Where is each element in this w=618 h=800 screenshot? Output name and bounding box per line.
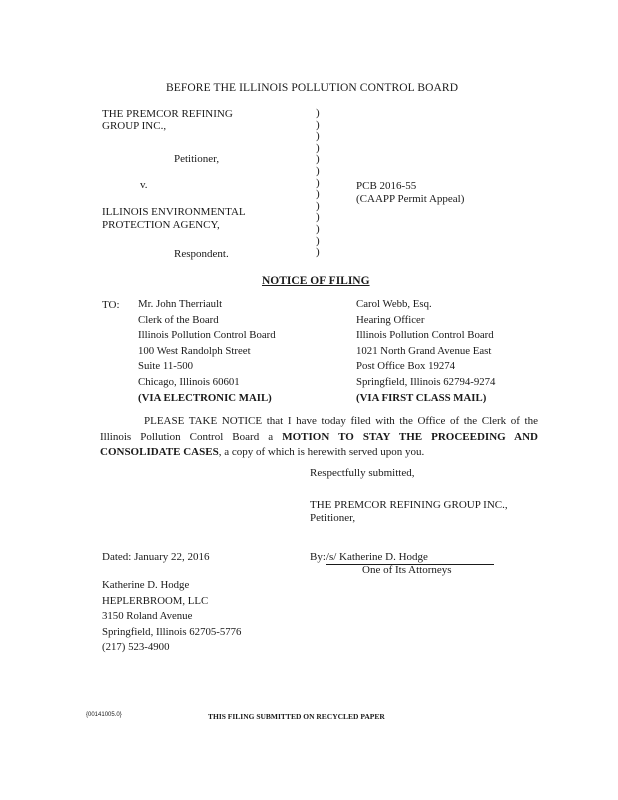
delivery-method: (VIA ELECTRONIC MAIL) [138,391,272,404]
recipient-line: Springfield, Illinois 62794-9274 [356,375,496,388]
recipient-line: Post Office Box 19274 [356,360,456,373]
delivery-method: (VIA FIRST CLASS MAIL) [356,391,487,404]
dated: Dated: January 22, 2016 [102,551,210,563]
attorney-line: Springfield, Illinois 62705-5776 [102,625,242,638]
recipient-line: Chicago, Illinois 60601 [138,375,240,388]
respondent-role: Respondent. [174,248,229,260]
case-number: PCB 2016-55 [356,180,417,192]
case-type: (CAAPP Permit Appeal) [356,193,465,205]
recycled-paper-notice: THIS FILING SUBMITTED ON RECYCLED PAPER [208,712,385,721]
court-header: BEFORE THE ILLINOIS POLLUTION CONTROL BOARD [166,82,459,94]
recipient-line: Illinois Pollution Control Board [356,329,494,342]
respondent-name-line2: PROTECTION AGENCY, [102,219,220,231]
document-id: {00141005.0} [86,712,122,718]
by-label: By: [310,551,326,563]
recipient-hearing-officer [356,297,495,406]
caption-parentheses: ) ) ) ) ) ) ) ) ) ) ) ) ) [316,107,320,259]
petitioner-name-line1: THE PREMCOR REFINING [102,108,233,120]
petitioner-name-line2: GROUP INC., [102,120,167,132]
closing-company: THE PREMCOR REFINING GROUP INC., [310,499,508,511]
notice-title: NOTICE OF FILING [262,275,370,287]
closing-respectfully: Respectfully submitted, [310,467,415,479]
recipient-clerk [138,297,276,406]
recipient-line: Suite 11-500 [138,360,194,373]
signature-line [310,551,494,565]
recipient-line: Carol Webb, Esq. [356,298,432,310]
recipient-line: 1021 North Grand Avenue East [356,344,492,357]
body-text: PLEASE TAKE NOTICE that I have today filed with the Office of the Clerk of the Illinois Pollution Control Board a [100,415,538,443]
closing-role: Petitioner, [310,512,356,524]
recipient-line: Illinois Pollution Control Board [138,329,276,342]
attorney-block [102,578,241,656]
recipient-line: Clerk of the Board [138,313,219,326]
notice-body [100,414,538,461]
attorney-line: Katherine D. Hodge [102,579,190,591]
recipient-line: 100 West Randolph Street [138,344,251,357]
signature-title: One of Its Attorneys [362,564,452,576]
recipient-line: Mr. John Therriault [138,298,223,310]
attorney-line: HEPLERBROOM, LLC [102,594,209,607]
attorney-line: (217) 523-4900 [102,641,170,654]
recipient-line: Hearing Officer [356,313,425,326]
respondent-name-line1: ILLINOIS ENVIRONMENTAL [102,206,246,218]
petitioner-role: Petitioner, [174,153,220,165]
motion-title: MOTION TO STAY THE PROCEEDING AND CONSOLIDATE CASES [100,430,538,458]
to-label: TO: [102,299,120,311]
body-text: , a copy of which is herewith served upon you. [218,446,425,458]
attorney-line: 3150 Roland Avenue [102,610,193,623]
signature: /s/ Katherine D. Hodge [326,551,494,565]
versus-label: v. [140,179,148,191]
